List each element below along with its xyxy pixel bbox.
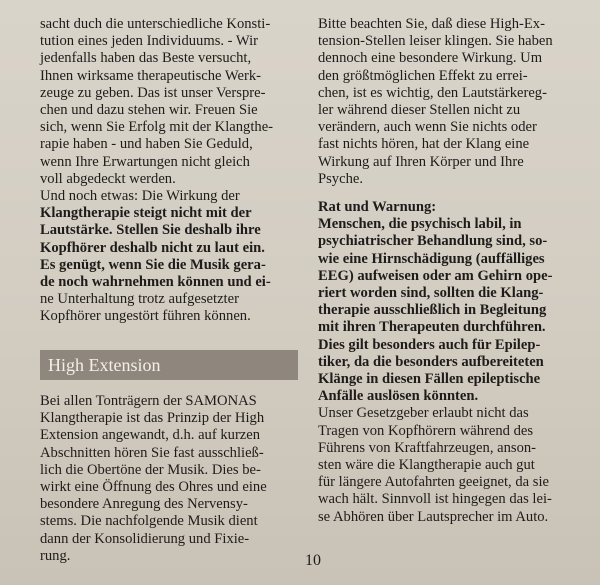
text-line: ler während dieser Stellen nicht zu <box>318 102 521 119</box>
text-line: dann der Konsolidierung und Fixie- <box>40 530 250 547</box>
text-line: wenn Ihre Erwartungen nicht gleich <box>40 153 250 170</box>
text-line: Abschnitten hören Sie fast ausschließ- <box>40 444 264 461</box>
text-line: Ihnen wirksame therapeutische Werk- <box>40 67 262 84</box>
text-line: tension-Stellen leiser klingen. Sie haben <box>318 33 553 50</box>
left-column-bottom <box>40 393 298 565</box>
text-line: mit ihren Therapeuten durchführen. <box>318 319 546 336</box>
text-line: rapie haben - und haben Sie Geduld, <box>40 136 253 153</box>
text-line: Klangtherapie steigt nicht mit der <box>40 205 252 222</box>
text-line: Wirkung auf Ihren Körper und Ihre <box>318 153 524 170</box>
text-line: lich die Obertöne der Musik. Dies be- <box>40 461 261 478</box>
text-line: Kopfhörer deshalb nicht zu laut ein. <box>40 239 265 256</box>
text-line: wie eine Hirnschädigung (auffälliges <box>318 250 545 267</box>
warning-paragraph <box>318 216 578 405</box>
text-line: zeuge zu geben. Das ist unser Verspre- <box>40 84 266 101</box>
text-line: psychiatrischer Behandlung sind, so- <box>318 233 548 250</box>
text-line: sacht duch die unterschiedliche Konsti- <box>40 16 271 32</box>
text-line: Lautstärke. Stellen Sie deshalb ihre <box>40 222 261 239</box>
text-line: chen, ist es wichtig, den Lautstärkereg- <box>318 84 547 101</box>
text-line: voll abgedeckt werden. <box>40 170 176 187</box>
text-line: dennoch eine besondere Wirkung. Um <box>318 50 543 67</box>
right-column <box>318 16 578 526</box>
text-line: Bitte beachten Sie, daß diese High-Ex- <box>318 16 545 32</box>
text-line: riert worden sind, sollten die Klang- <box>318 285 544 302</box>
page-number: 10 <box>305 552 321 569</box>
text-line: Klangtherapie ist das Prinzip der High <box>40 410 265 427</box>
text-line: tution eines jeden Individuums. - Wir <box>40 33 259 50</box>
text-line: Anfälle auslösen könnten. <box>318 388 479 405</box>
text-line: Extension angewandt, d.h. auf kurzen <box>40 427 261 444</box>
text-line: Psyche. <box>318 170 363 187</box>
section-heading: High Extension <box>48 355 161 375</box>
text-line: tiker, da die besonders aufbereiteten <box>318 353 544 370</box>
text-line: wirkt eine Öffnung des Ohres und eine <box>40 479 267 496</box>
text-line: Menschen, die psychisch labil, in <box>318 216 522 233</box>
text-line: fast nichts hören, hat der Klang eine <box>318 136 530 153</box>
text-line: Kopfhörer ungestört führen können. <box>40 308 251 325</box>
text-line: Es genügt, wenn Sie die Musik gera- <box>40 256 266 273</box>
section-heading-bar <box>40 350 298 380</box>
text-line: Tragen von Kopfhörern während des <box>318 422 534 439</box>
text-line: stems. Die nachfolgende Musik dient <box>40 513 258 530</box>
text-line: den größtmöglichen Effekt zu errei- <box>318 67 528 84</box>
text-line: de noch wahrnehmen können und ei- <box>40 274 271 291</box>
text-line: rung. <box>40 547 71 564</box>
text-line: besondere Anregung des Nervensy- <box>40 496 248 513</box>
text-line: jedenfalls haben das Beste versucht, <box>40 50 252 67</box>
right-column-closing-paragraph <box>318 405 578 525</box>
text-line: Bei allen Tonträgern der SAMONAS <box>40 393 257 409</box>
text-line: se Abhören über Lautsprecher im Auto. <box>318 508 549 525</box>
text-line: verändern, auch wenn Sie nichts oder <box>318 119 537 136</box>
text-line: für längere Autofahrten geeignet, da sie <box>318 474 549 491</box>
text-line: chen und dazu stehen wir. Freuen Sie <box>40 102 258 119</box>
text-line: ne Unterhaltung trotz aufgesetzter <box>40 291 239 308</box>
text-line: therapie ausschließlich in Begleitung <box>318 302 547 319</box>
text-line: Klänge in diesen Fällen epileptische <box>318 371 541 388</box>
text-line: Führens von Kraftfahrzeugen, anson- <box>318 439 537 456</box>
text-line: sten wäre die Klangtherapie auch gut <box>318 457 535 474</box>
text-line: Unser Gesetzgeber erlaubt nicht das <box>318 405 529 422</box>
left-column-top <box>40 16 298 326</box>
text-line: Dies gilt besonders auch für Epilep- <box>318 336 541 353</box>
text-line: sich, wenn Sie Erfolg mit der Klangthe- <box>40 119 274 136</box>
text-line: wach hält. Sinnvoll ist hingegen das lei- <box>318 491 552 508</box>
text-line: Und noch etwas: Die Wirkung der <box>40 188 240 205</box>
text-line: EEG) aufweisen oder am Gehirn ope- <box>318 267 553 284</box>
right-column-paragraph <box>318 16 578 188</box>
warning-heading: Rat und Warnung: <box>318 199 437 216</box>
